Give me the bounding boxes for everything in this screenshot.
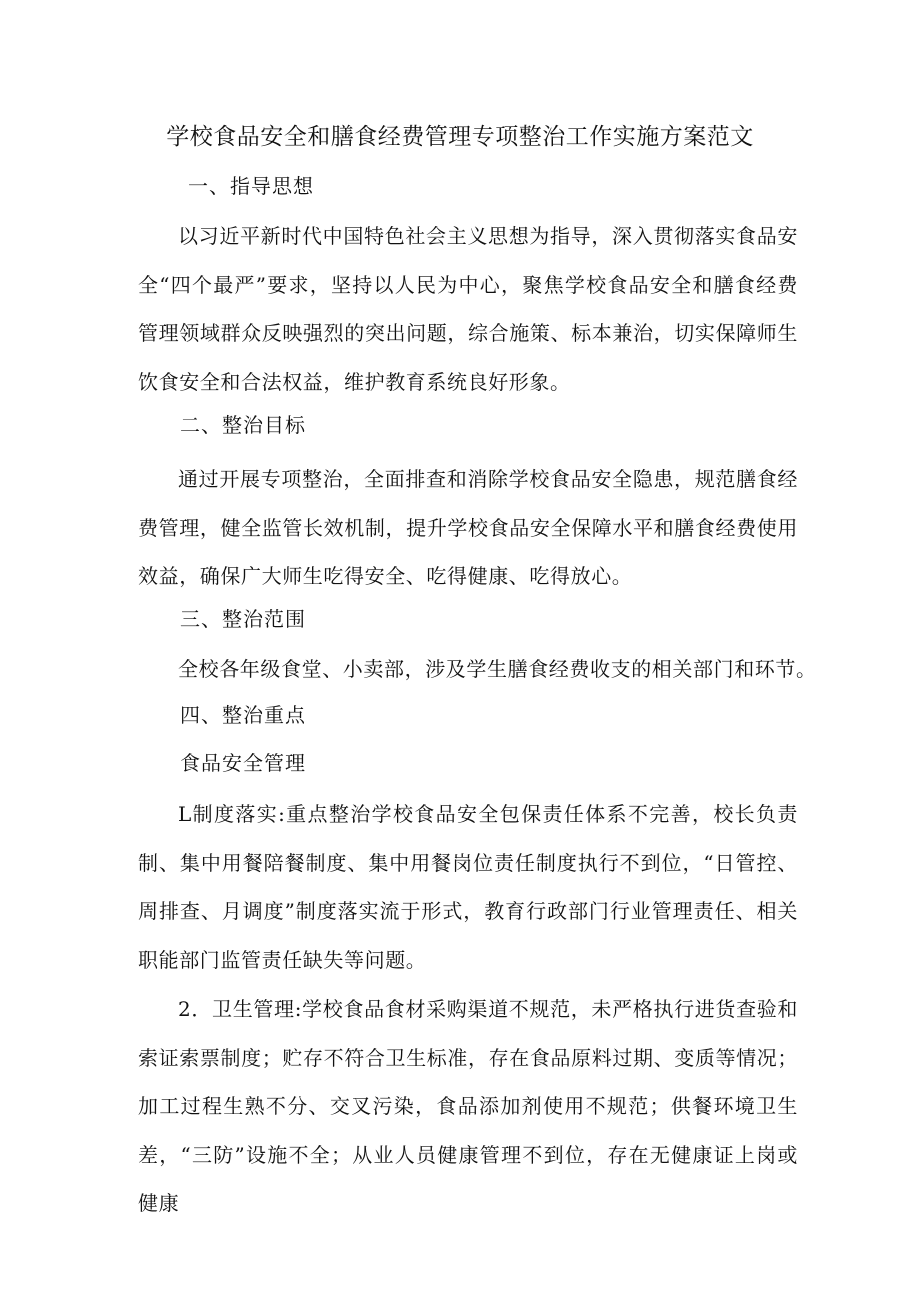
list-item-hygiene-management: 2．卫生管理:学校食品食材采购渠道不规范，未严格执行进货查验和索证索票制度；贮存不符合卫生标准，存在食品原料过期、变质等情况；加工过程生熟不分、交叉污染，食品添加剂使用不规范；供餐环境卫生差，“三防”设施不全；从业人员健康管理不到位，存在无健康证上岗或健康 <box>138 997 798 1215</box>
section-heading-focus: 四、整治重点 <box>180 703 306 727</box>
section-paragraph-guiding-thought: 以习近平新时代中国特色社会主义思想为指导，深入贯彻落实食品安全“四个最严”要求，坚持以人民为中心，聚焦学校食品安全和膳食经费管理领域群众反映强烈的突出问题，综合施策、标本兼治，切实保障师生饮食安全和合法权益，维护教育系统良好形象。 <box>138 224 798 394</box>
section-paragraph-scope: 全校各年级食堂、小卖部，涉及学生膳食经费收支的相关部门和环节。 <box>178 657 817 681</box>
list-item-system-implementation: L制度落实:重点整治学校食品安全包保责任体系不完善，校长负责制、集中用餐陪餐制度、集中用餐岗位责任制度执行不到位，“日管控、周排查、月调度”制度落实流于形式，教育行政部门行业管理责任、相关职能部门监管责任缺失等问题。 <box>138 802 798 972</box>
section-heading-goals: 二、整治目标 <box>180 413 306 437</box>
section-heading-guiding-thought: 一、指导思想 <box>188 174 314 198</box>
document-title: 学校食品安全和膳食经费管理专项整治工作实施方案范文 <box>166 124 754 150</box>
section-paragraph-goals: 通过开展专项整治，全面排查和消除学校食品安全隐患，规范膳食经费管理，健全监管长效机制，提升学校食品安全保障水平和膳食经费使用效益，确保广大师生吃得安全、吃得健康、吃得放心。 <box>138 467 798 588</box>
section-heading-scope: 三、整治范围 <box>180 607 306 631</box>
subsection-heading-food-safety: 食品安全管理 <box>180 751 306 775</box>
